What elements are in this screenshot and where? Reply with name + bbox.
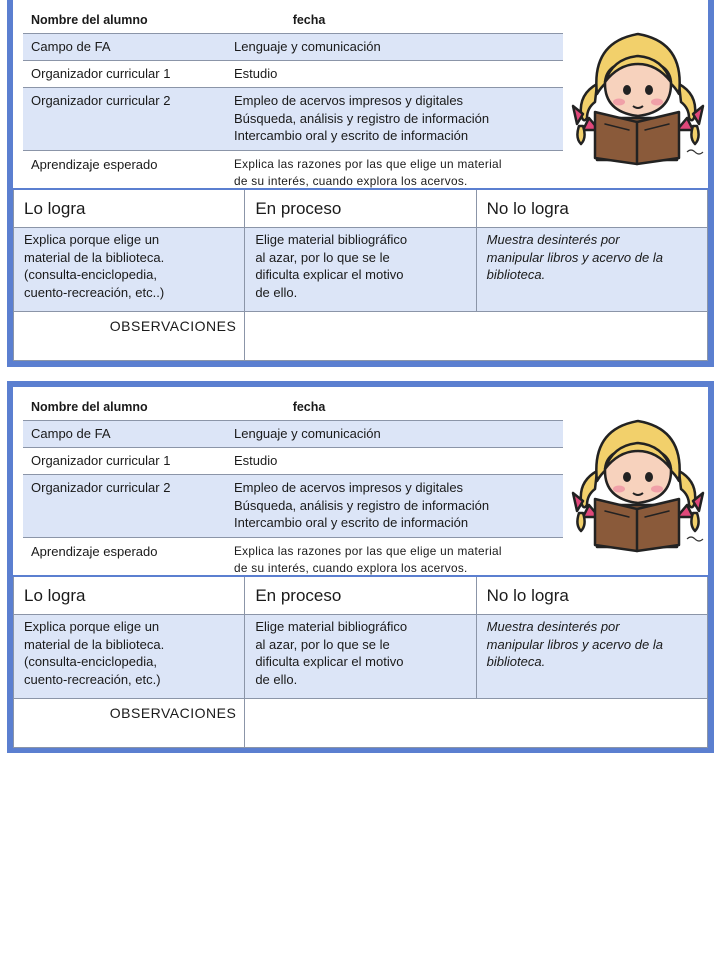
descriptor-lo-logra	[14, 615, 245, 699]
student-label: Nombre del alumno	[31, 13, 148, 27]
rubric-header-row	[14, 576, 708, 615]
campo-row	[23, 421, 563, 448]
org2-line: Empleo de acervos impresos y digitales	[234, 480, 464, 495]
descriptor-line: biblioteca.	[486, 654, 546, 669]
observaciones-row	[14, 699, 708, 748]
header-no-lo-logra: No lo logra	[476, 576, 707, 615]
header-en-proceso: En proceso	[245, 189, 476, 228]
campo-value: Lenguaje y comunicación	[226, 34, 563, 61]
descriptor-line: dificulta explicar el motivo	[255, 654, 404, 669]
descriptor-line: al azar, por lo que se le	[255, 636, 390, 652]
org2-line: Búsqueda, análisis y registro de información	[234, 110, 490, 126]
date-label: fecha	[292, 400, 326, 414]
date-label: fecha	[292, 13, 326, 27]
descriptor-no-lo-logra	[476, 615, 707, 699]
descriptor-en-proceso	[245, 615, 476, 699]
student-row	[23, 7, 563, 34]
rubric-table	[13, 575, 708, 748]
org2-line: Intercambio oral y escrito de información	[234, 515, 469, 530]
descriptor-line: Elige material bibliográfico	[255, 232, 408, 247]
org2-value	[226, 475, 563, 538]
descriptor-line: cuento-recreación, etc..)	[24, 284, 165, 300]
campo-label: Campo de FA	[23, 421, 226, 448]
org2-value	[226, 88, 563, 151]
descriptor-line: material de la biblioteca.	[24, 249, 165, 265]
rubric-descriptor-row	[14, 228, 708, 312]
descriptor-lo-logra	[14, 228, 245, 312]
descriptor-line: dificulta explicar el motivo	[255, 267, 404, 282]
student-cell	[23, 7, 563, 34]
observaciones-field[interactable]	[245, 312, 708, 361]
org2-label: Organizador curricular 2	[23, 88, 226, 151]
girl-reading-book-icon	[561, 409, 711, 553]
aprendizaje-label: Aprendizaje esperado	[31, 544, 158, 559]
rubric-header-row	[14, 189, 708, 228]
descriptor-line: biblioteca.	[486, 267, 546, 282]
observaciones-label: OBSERVACIONES	[14, 312, 245, 361]
header-lo-logra: Lo logra	[14, 189, 245, 228]
header-lo-logra: Lo logra	[14, 576, 245, 615]
descriptor-line: al azar, por lo que se le	[255, 249, 390, 265]
descriptor-line: (consulta-enciclopedia,	[24, 654, 157, 669]
aprendizaje-line: de su interés, cuando explora los acervos.	[234, 174, 468, 188]
descriptor-line: de ello.	[255, 671, 298, 687]
descriptor-line: Muestra desinterés por	[486, 232, 620, 247]
evaluation-card	[7, 0, 714, 367]
org1-label: Organizador curricular 1	[23, 61, 226, 88]
descriptor-line: de ello.	[255, 284, 298, 300]
descriptor-line: (consulta-enciclopedia,	[24, 267, 157, 282]
student-label: Nombre del alumno	[31, 400, 148, 414]
descriptor-line: cuento-recreación, etc.)	[24, 671, 161, 687]
org2-line: Empleo de acervos impresos y digitales	[234, 93, 464, 108]
aprendizaje-line: de su interés, cuando explora los acervos.	[234, 561, 468, 575]
campo-label: Campo de FA	[23, 34, 226, 61]
org1-label: Organizador curricular 1	[23, 448, 226, 475]
org2-line: Intercambio oral y escrito de información	[234, 128, 469, 143]
rubric-table	[13, 188, 708, 361]
student-row	[23, 394, 563, 421]
descriptor-line: Explica porque elige un	[24, 619, 160, 634]
header-en-proceso: En proceso	[245, 576, 476, 615]
org2-row	[23, 88, 563, 151]
rubric-descriptor-row	[14, 615, 708, 699]
student-cell	[23, 394, 563, 421]
evaluation-card	[7, 381, 714, 753]
descriptor-line: Elige material bibliográfico	[255, 619, 408, 634]
observaciones-row	[14, 312, 708, 361]
descriptor-line: manipular libros y acervo de la	[486, 249, 663, 265]
descriptor-line: material de la biblioteca.	[24, 636, 165, 652]
header-no-lo-logra: No lo logra	[476, 189, 707, 228]
org2-line: Búsqueda, análisis y registro de información	[234, 497, 490, 513]
descriptor-en-proceso	[245, 228, 476, 312]
student-info-table	[23, 394, 563, 583]
girl-reading-book-icon	[561, 22, 711, 166]
descriptor-line: Muestra desinterés por	[486, 619, 620, 634]
aprendizaje-label: Aprendizaje esperado	[31, 157, 158, 172]
org1-row	[23, 61, 563, 88]
org1-value: Estudio	[226, 448, 563, 475]
org2-row	[23, 475, 563, 538]
descriptor-line: manipular libros y acervo de la	[486, 636, 663, 652]
observaciones-label: OBSERVACIONES	[14, 699, 245, 748]
aprendizaje-line: Explica las razones por las que elige un material	[234, 157, 502, 171]
student-info-table	[23, 7, 563, 196]
aprendizaje-line: Explica las razones por las que elige un material	[234, 544, 502, 558]
descriptor-line: Explica porque elige un	[24, 232, 160, 247]
org1-value: Estudio	[226, 61, 563, 88]
observaciones-field[interactable]	[245, 699, 708, 748]
descriptor-no-lo-logra	[476, 228, 707, 312]
org2-label: Organizador curricular 2	[23, 475, 226, 538]
campo-value: Lenguaje y comunicación	[226, 421, 563, 448]
campo-row	[23, 34, 563, 61]
org1-row	[23, 448, 563, 475]
